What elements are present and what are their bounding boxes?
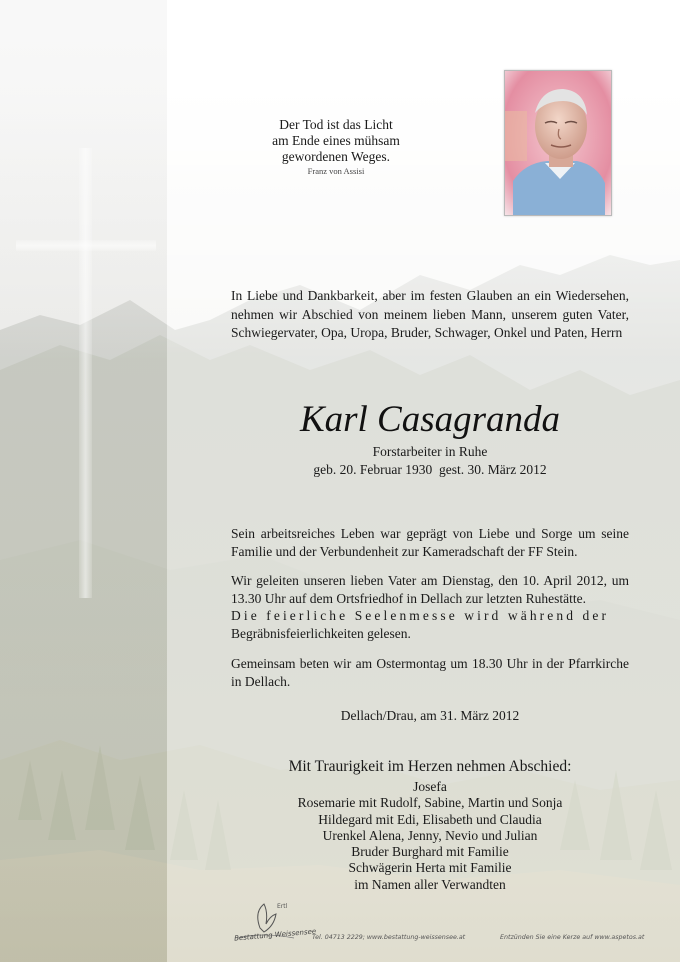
quote-block — [246, 117, 426, 177]
deceased-name: Karl Casagranda — [299, 399, 561, 440]
mourners-list — [230, 779, 630, 893]
footer — [232, 898, 645, 948]
quote-line: gewordenen Weges. — [281, 149, 391, 164]
logo-text: Bestattung Weissensee — [233, 927, 317, 943]
funeral-text-1: Wir geleiten unseren lieben Vater am Dienstag, den 10. April 2012, um 13.30 Uhr auf dem Ortsfriedhof in Dellach zur letzten Ruhestätte. — [231, 573, 629, 606]
deceased-dates: geb. 20. Februar 1930 gest. 30. März 2012 — [313, 462, 547, 477]
mourner-line: Bruder Burghard mit Familie — [351, 844, 509, 860]
deceased-profession: Forstarbeiter in Ruhe — [372, 444, 488, 459]
funeral-text-2: Die feierliche Seelenmesse wird während der — [231, 608, 610, 623]
candle-link-text: Entzünden Sie eine Kerze auf www.aspetos.at — [500, 934, 645, 941]
contact-info: Tel. 04713 2229; www.bestattung-weissensee.at — [312, 934, 466, 941]
mourner-line: Urenkel Alena, Jenny, Nevio und Julian — [322, 827, 538, 843]
funeral-text-3: Begräbnisfeierlichkeiten gelesen. — [231, 625, 411, 641]
mourner-line: Schwägerin Herta mit Familie — [348, 860, 512, 876]
logo-small-text: Ertl — [277, 903, 288, 910]
place-date: Dellach/Drau, am 31. März 2012 — [340, 708, 520, 723]
intro-text: In Liebe und Dankbarkeit, aber im festen Glauben an ein Wiedersehen, nehmen wir Abschied von meinem lieben Mann, unserem guten Vater, Schwiegervater, Opa, Uropa, Bruder, Schwager, Onkel und Paten, Herrn — [231, 288, 629, 340]
mourner-line: Josefa — [413, 779, 447, 794]
quote-line: am Ende eines mühsam — [272, 133, 400, 148]
quote-line: Der Tod ist das Licht — [279, 117, 393, 132]
mourner-line: Rosemarie mit Rudolf, Sabine, Martin und Sonja — [297, 795, 563, 811]
life-paragraph: Sein arbeitsreiches Leben war geprägt von Liebe und Sorge um seine Familie und der Verbundenheit zur Kameradschaft der FF Stein. — [231, 526, 629, 559]
portrait-photo — [504, 70, 612, 216]
mourner-line: Hildegard mit Edi, Elisabeth und Claudia — [318, 811, 542, 827]
quote-author: Franz von Assisi — [307, 166, 365, 176]
deceased-info — [230, 443, 630, 479]
funeral-paragraph — [231, 572, 629, 642]
mourner-line: im Namen aller Verwandten — [354, 876, 506, 892]
mourners-title: Mit Traurigkeit im Herzen nehmen Abschied: — [288, 758, 572, 775]
prayer-paragraph: Gemeinsam beten wir am Ostermontag um 18.30 Uhr in der Pfarrkirche in Dellach. — [231, 656, 629, 689]
